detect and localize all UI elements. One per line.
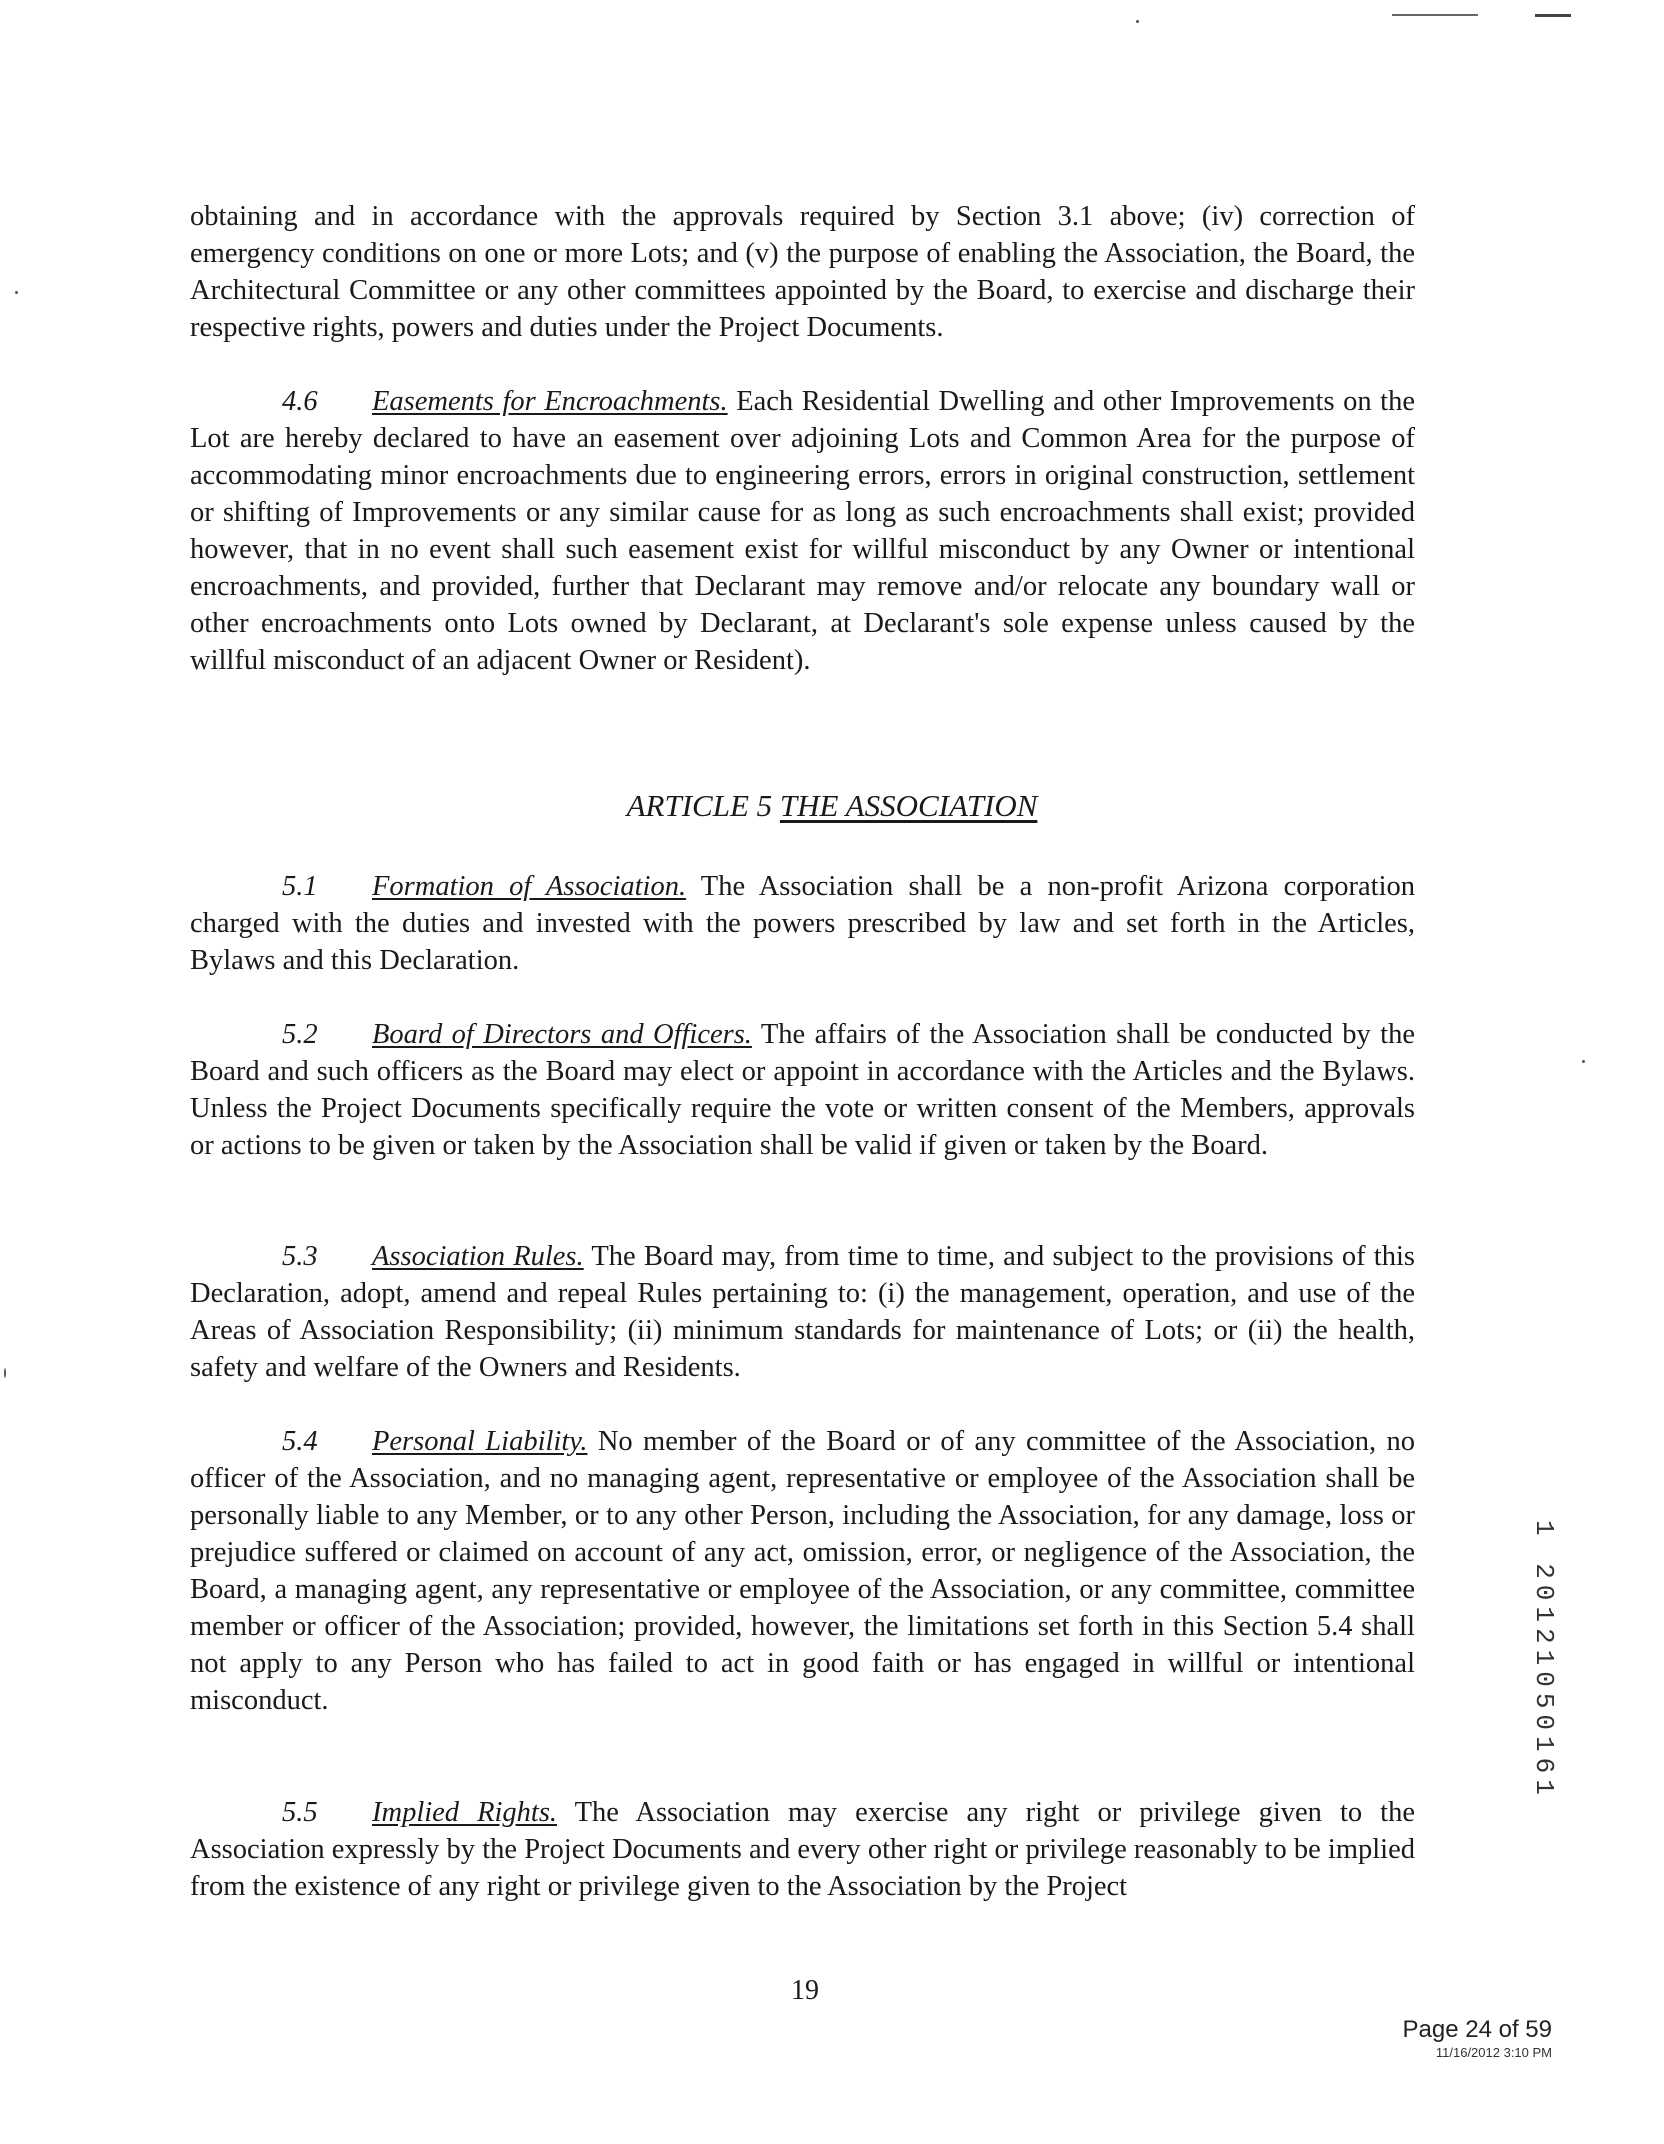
section-title: Easements for Encroachments. [372, 386, 728, 417]
scan-speck [15, 291, 18, 294]
top-scan-mark [1535, 14, 1571, 17]
page-count-stamp: Page 24 of 59 [1402, 2016, 1552, 2043]
section-title: Formation of Association. [372, 871, 687, 902]
section-number: 5.5 [282, 1797, 318, 1828]
section-5-1 [190, 868, 1415, 979]
section-text: The Association shall be a non-profit Arizona corporation charged with the duties and invested with the powers prescribed by law and set forth in the Articles, Bylaws and this Declaration. [190, 871, 1415, 976]
page-number: 19 [791, 1975, 819, 2006]
section-title: Implied Rights. [372, 1797, 558, 1828]
section-text: The affairs of the Association shall be conducted by the Board and such officers as the Board may elect or appoint in accordance with the Articles and the Bylaws. Unless the Project Documents specifically require the vote or written consent of the Members, approvals or actions to be given or taken by the Association shall be valid if given or taken by the Board. [190, 1019, 1415, 1161]
section-title: Personal Liability. [372, 1426, 588, 1457]
top-scan-mark [1392, 14, 1478, 16]
section-5-3 [190, 1238, 1415, 1386]
section-title: Board of Directors and Officers. [372, 1019, 752, 1050]
article-prefix: ARTICLE 5 [626, 788, 773, 823]
scan-speck [1136, 20, 1139, 23]
scan-speck [4, 1368, 6, 1378]
article-title: THE ASSOCIATION [779, 788, 1038, 823]
recording-number-text: 1 20121050161 [1529, 1520, 1559, 1801]
section-text: The Board may, from time to time, and subject to the provisions of this Declaration, adopt, amend and repeal Rules pertaining to: (i) the management, operation, and use of the Areas of Association Responsibility; (ii) minimum standards for maintenance of Lots; or (ii) the health, safety and welfare of the Owners and Residents. [190, 1241, 1415, 1383]
section-text: Each Residential Dwelling and other Improvements on the Lot are hereby declared to have an easement over adjoining Lots and Common Area for the purpose of accommodating minor encroachments due to engineering errors, errors in original construction, settlement or shifting of Improvements or any similar cause for as long as such encroachments shall exist; provided however, that in no event shall such easement exist for willful misconduct by any Owner or intentional encroachments, and provided, further that Declarant may remove and/or relocate any boundary wall or other encroachments onto Lots owned by Declarant, at Declarant's sole expense unless caused by the willful misconduct of an adjacent Owner or Resident). [190, 386, 1415, 676]
section-number: 5.1 [282, 871, 318, 902]
section-5-2 [190, 1016, 1415, 1164]
section-number: 5.2 [282, 1019, 318, 1050]
section-number: 4.6 [282, 386, 318, 417]
section-5-4 [190, 1423, 1415, 1719]
article-heading [0, 788, 1664, 824]
section-number: 5.4 [282, 1426, 318, 1457]
section-5-5 [190, 1794, 1415, 1905]
section-text: The Association may exercise any right or privilege given to the Association expressly by the Project Documents and every other right or privilege reasonably to be implied from the existence of any right or privilege given to the Association by the Project [190, 1797, 1415, 1902]
timestamp-stamp: 11/16/2012 3:10 PM [1435, 2045, 1552, 2060]
continuation-paragraph: obtaining and in accordance with the approvals required by Section 3.1 above; (iv) correction of emergency conditions on one or more Lots; and (v) the purpose of enabling the Association, the Board, the Architectural Committee or any other committees appointed by the Board, to exercise and discharge their respective rights, powers and duties under the Project Documents. [190, 201, 1415, 343]
scan-speck [1582, 1060, 1585, 1063]
recording-number [1529, 1520, 1559, 1840]
section-number: 5.3 [282, 1241, 318, 1272]
section-title: Association Rules. [372, 1241, 584, 1272]
section-text: No member of the Board or of any committee of the Association, no officer of the Association, and no managing agent, representative or employee of the Association shall be personally liable to any Member, or to any other Person, including the Association, for any damage, loss or prejudice suffered or claimed on account of any act, omission, error, or negligence of the Association, the Board, a managing agent, any representative or employee of the Association, or any committee, committee member or officer of the Association; provided, however, the limitations set forth in this Section 5.4 shall not apply to any Person who has failed to act in good faith or has engaged in willful or intentional misconduct. [190, 1426, 1415, 1716]
section-4-6 [190, 383, 1415, 679]
